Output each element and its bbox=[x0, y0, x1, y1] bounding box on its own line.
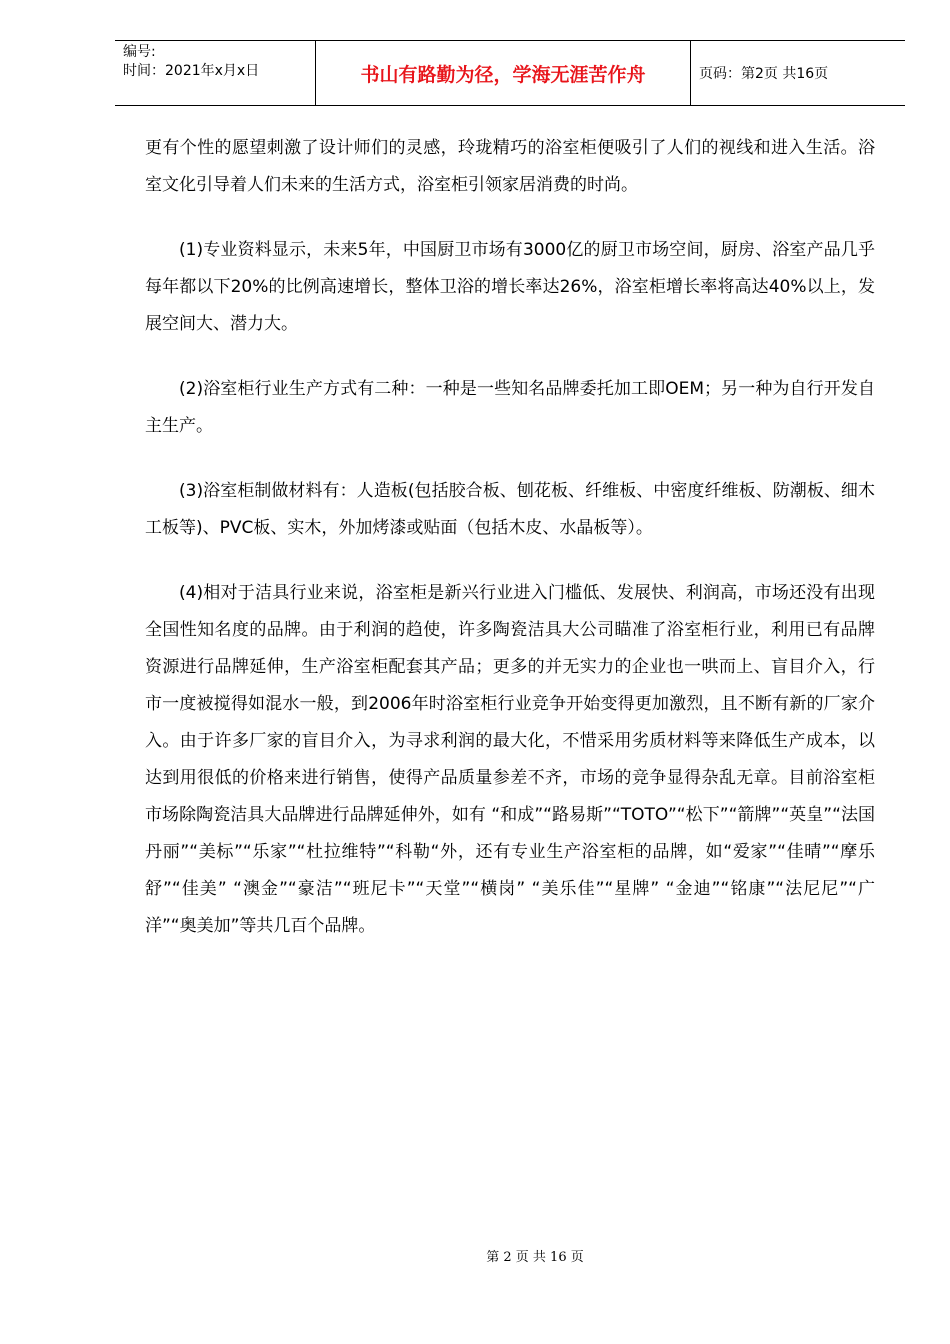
header-page-label: 页码：第2页 共16页 bbox=[699, 66, 829, 82]
body-paragraph: (2)浴室柜行业生产方式有二种：一种是一些知名品牌委托加工即OEM；另一种为自行开发自主生产。 bbox=[145, 379, 875, 436]
header-divider bbox=[315, 41, 316, 105]
body-paragraph: 更有个性的愿望刺激了设计师们的灵感，玲珑精巧的浴室柜便吸引了人们的视线和进入生活。浴室文化引导着人们未来的生活方式，浴室柜引领家居消费的时尚。 bbox=[145, 138, 875, 195]
body-paragraph: (4)相对于洁具行业来说，浴室柜是新兴行业进入门槛低、发展快、利润高，市场还没有出现全国性知名度的品牌。由于利润的趋使，许多陶瓷洁具大公司瞄准了浴室柜行业，利用已有品牌资源进行品牌延伸，生产浴室柜配套其产品；更多的并无实力的企业也一哄而上、盲目介入，行市一度被搅得如混水一般，到2006年时浴室柜行业竞争开始变得更加激烈，且不断有新的厂家介入。由于许多厂家的盲目介入，为寻求利润的最大化，不惜采用劣质材料等来降低生产成本，以达到用很低的价格来进行销售，使得产品质量参差不齐，市场的竞争显得杂乱无章。目前浴室柜市场除陶瓷洁具大品牌进行品牌延伸外，如有 “和成”“路易斯”“TOTO”“松下”“箭牌”“英皇”“法国丹丽”“美标”“乐家”“杜拉维特”“科勒“外，还有专业生产浴室柜的品牌，如“爱家”“佳晴”“摩乐舒”“佳美” “澳金”“豪洁”“班尼卡”“天堂”“横岗” “美乐佳”“星牌” “金迪”“铭康”“法尼尼”“广洋”“奥美加”等共几百个品牌。 bbox=[145, 583, 875, 936]
document-number-label: 编号: bbox=[123, 44, 156, 60]
body-paragraph: (1)专业资料显示，未来5年，中国厨卫市场有3000亿的厨卫市场空间，厨房、浴室产品几乎每年都以下20%的比例高速增长，整体卫浴的增长率达26%，浴室柜增长率将高达40%以上，发展空间大、潜力大。 bbox=[145, 240, 875, 334]
document-time-label: 时间：2021年x月x日 bbox=[123, 63, 260, 79]
page-footer: 第 2 页 共 16 页 bbox=[486, 1250, 584, 1265]
page-header bbox=[115, 40, 905, 106]
header-motto: 书山有路勤为径，学海无涯苦作舟 bbox=[360, 63, 646, 86]
document-body bbox=[145, 130, 875, 945]
header-divider bbox=[690, 41, 691, 105]
header-meta bbox=[123, 43, 259, 81]
body-paragraph: (3)浴室柜制做材料有：人造板(包括胶合板、刨花板、纤维板、中密度纤维板、防潮板、细木工板等)、PVC板、实木，外加烤漆或贴面（包括木皮、水晶板等）。 bbox=[145, 481, 875, 538]
